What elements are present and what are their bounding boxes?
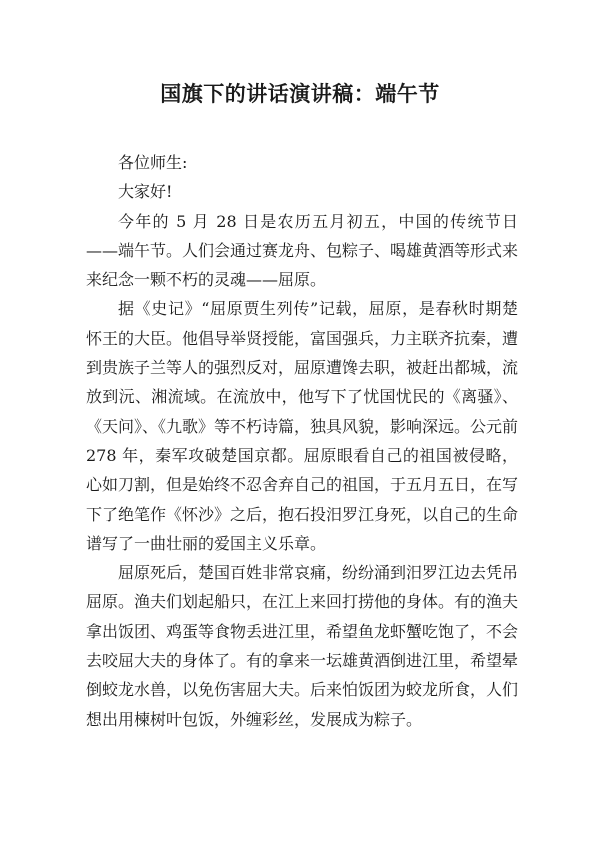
page-title: 国旗下的讲话演讲稿：端午节: [160, 82, 440, 106]
document-body: [86, 148, 518, 734]
paragraph-2: 据《史记》“屈原贾生列传”记载，屈原，是春秋时期楚怀王的大臣。他倡导举贤授能，富国强兵，力主联齐抗秦，遭到贵族子兰等人的强烈反对，屈原遭馋去职，被赶出都城，流放到沅、湘流域。在流放中，他写下了忧国忧民的《离骚》、《天问》、《九歌》等不朽诗篇，独具风貌，影响深远。公元前 278 年，秦军攻破楚国京都。屈原眼看自己的祖国被侵略，心如刀割，但是始终不忍舍弃自己的祖国，于五月五日，在写下了绝笔作《怀沙》之后，抱石投汨罗江身死，以自己的生命谱写了一曲壮丽的爱国主义乐章。: [86, 299, 519, 553]
greeting: 大家好!: [118, 182, 173, 202]
paragraph-1: 今年的 5 月 28 日是农历五月初五，中国的传统节日——端午节。人们会通过赛龙舟、包粽子、喝雄黄酒等形式来来纪念一颗不朽的灵魂——屈原。: [86, 211, 519, 290]
salutation: 各位师生:: [118, 153, 188, 172]
paragraph-3: 屈原死后，楚国百姓非常哀痛，纷纷涌到汨罗江边去凭吊屈原。渔夫们划起船只，在江上来回打捞他的身体。有的渔夫拿出饭团、鸡蛋等食物丢进江里，希望鱼龙虾蟹吃饱了，不会去咬屈大夫的身体了。有的拿来一坛雄黄酒倒进江里，希望晕倒蛟龙水兽，以免伤害屈大夫。后来怕饭团为蛟龙所食，人们想出用楝树叶包饭，外缠彩丝，发展成为粽子。: [86, 563, 519, 729]
